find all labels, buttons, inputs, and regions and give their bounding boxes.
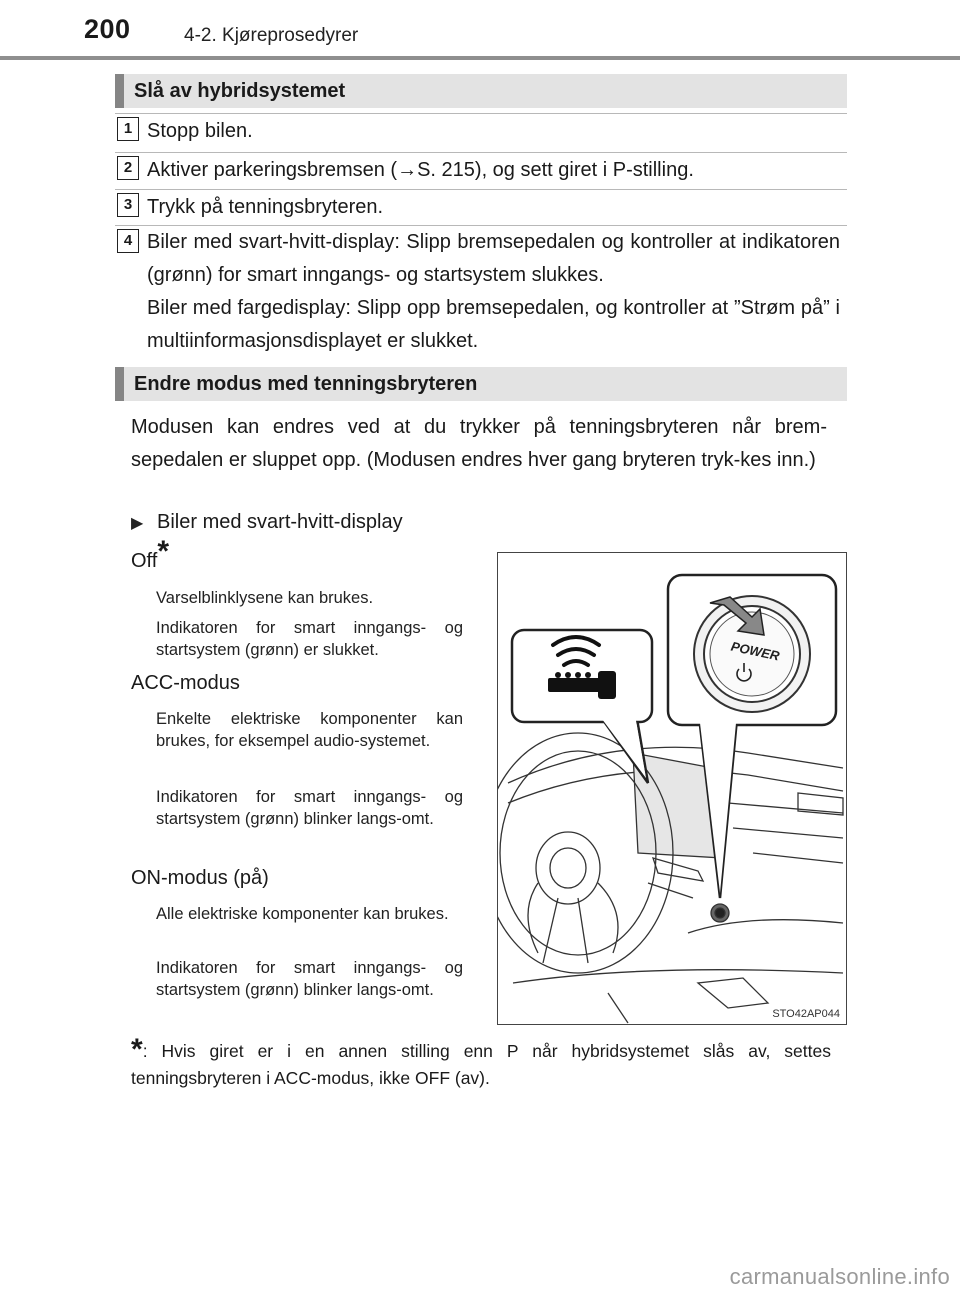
- step-number-3: 3: [117, 193, 139, 217]
- mode-acc-line-1: Enkelte elektriske komponenter kan brukes, for eksempel audio-systemet.: [156, 710, 463, 750]
- page-number: 200: [84, 14, 131, 44]
- mode-title-acc: ACC-modus: [131, 672, 240, 694]
- section-heading-change-mode: Endre modus med tenningsbryteren: [115, 367, 847, 401]
- footnote: [131, 1033, 831, 1092]
- footnote-text: : Hvis giret er i en annen stilling enn P når hybridsystemet slås av, settes tenningsbryteren i ACC-modus, ikke OFF (av).: [131, 1041, 831, 1088]
- step-text-4: Biler med svart-hvitt-display: Slipp bremsepedalen og kontroller at indikatoren (grønn) for smart inngangs- og startsystem slukkes.: [147, 231, 840, 286]
- mode-off-line-1: Varselblinklysene kan brukes.: [156, 589, 374, 607]
- step-text-3: Trykk på tenningsbryteren.: [147, 196, 384, 218]
- bullet-text: Biler med svart-hvitt-display: [157, 511, 403, 533]
- footnote-asterisk: *: [131, 1033, 143, 1066]
- illustration-code: STO42AP044: [772, 1008, 840, 1020]
- dashboard-drawing: [498, 553, 846, 1024]
- mode-off-line-2: Indikatoren for smart inngangs- og startsystem (grønn) er slukket.: [156, 619, 463, 659]
- section-heading-hybrid-off: Slå av hybridsystemet: [115, 74, 847, 108]
- step-text-4-extra: Biler med fargedisplay: Slipp opp bremsepedalen, og kontroller at ”Strøm på” i multiinformasjonsdisplayet er slukket.: [147, 297, 840, 352]
- step-number-1: 1: [117, 117, 139, 141]
- mode-title-on: ON-modus (på): [131, 867, 269, 889]
- step-text-2: Aktiver parkeringsbremsen (→S. 215), og sett giret i P-stilling.: [147, 159, 694, 181]
- divider: [115, 152, 847, 153]
- header-rule: [0, 56, 960, 60]
- dashboard-illustration: [497, 552, 847, 1025]
- step-number-2: 2: [117, 156, 139, 180]
- triangle-bullet-icon: ▶: [131, 515, 144, 532]
- divider: [115, 189, 847, 190]
- intro-paragraph: Modusen kan endres ved at du trykker på tenningsbryteren når brem-sepedalen er sluppet opp. (Modusen endres hver gang bryteren tryk-kes inn.): [131, 416, 827, 471]
- mode-on-line-2: Indikatoren for smart inngangs- og startsystem (grønn) blinker langs-omt.: [156, 959, 463, 999]
- step-number-4: 4: [117, 229, 139, 253]
- bullet-bw-display: [131, 507, 403, 539]
- step-text-1: Stopp bilen.: [147, 120, 253, 142]
- mode-acc-line-2: Indikatoren for smart inngangs- og startsystem (grønn) blinker langs-omt.: [156, 788, 463, 828]
- divider: [115, 113, 847, 114]
- mode-title-text: Off: [131, 550, 158, 572]
- asterisk: *: [157, 535, 169, 568]
- chapter-title: 4-2. Kjøreprosedyrer: [184, 25, 359, 46]
- mode-title-off: [131, 535, 169, 575]
- power-button-label: POWER: [729, 638, 781, 664]
- mode-on-line-1: Alle elektriske komponenter kan brukes.: [156, 905, 449, 923]
- watermark: carmanualsonline.info: [729, 1264, 950, 1289]
